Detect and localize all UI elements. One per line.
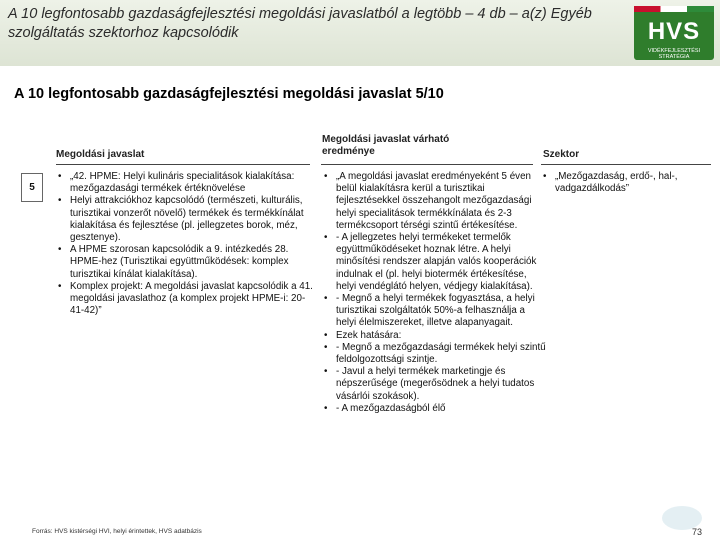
list-item: • „Mezőgazdaság, erdő-, hal-, vadgazdálkodás”	[541, 171, 711, 195]
list-item: • - A jellegzetes helyi termékeket termelők együttműködéseket hoznak létre. A helyi minősítési rendszer alapján valós kooperációk indulnak el (pl. helyi biotermék értékesítése, helyi vendéglátó helyen, védjegy kialakítása).	[322, 232, 546, 293]
row-number-badge: 5	[21, 173, 43, 202]
flag-icon	[634, 6, 714, 12]
list-item: • - Javul a helyi termékek marketingje és népszerűsége (megerősödnek a helyi tudatos vásárlói szokások).	[322, 366, 546, 403]
column-divider-result	[321, 164, 533, 165]
sector-list	[541, 171, 711, 195]
column-divider-sector	[541, 164, 711, 165]
column-header-sector: Szektor	[543, 149, 580, 160]
list-item: • Helyi attrakciókhoz kapcsolódó (természeti, kulturális, turisztikai vonzerőt növelő) termékek és termékkínálat kialakítása és fejlesztése (pl. jellegzetes borok, méz, gesztenye).	[56, 195, 314, 244]
list-item: • - Megnő a mezőgazdasági termékek helyi szintű feldolgozottsági szintje.	[322, 342, 546, 366]
list-item: • - Megnő a helyi termékek fogyasztása, a helyi turisztikai szolgáltatók 50%-a felhasználja a helyi élelmiszereket, illetve alapanyagait.	[322, 293, 546, 330]
hvs-logo	[634, 6, 714, 60]
list-item: • „A megoldási javaslat eredményeként 5 éven belül kialakításra kerül a turisztikai fejlesztésekkel összehangolt mezőgazdasági helyi specialitások termékkínálata és 2-3 termékcsoport térségi szintű értékesítése.	[322, 171, 546, 232]
list-item: • - A mezőgazdaságból élő	[322, 403, 546, 415]
column-header-solution: Megoldási javaslat	[56, 149, 145, 160]
column-header-result: Megoldási javaslat várható eredménye	[322, 134, 450, 157]
page-number: 73	[692, 527, 703, 537]
list-item: • „42. HPME: Helyi kulináris specialitások kialakítása: mezőgazdasági termékek értéknövelése	[56, 171, 314, 195]
slide-title: A 10 legfontosabb gazdaságfejlesztési megoldási javaslatból a legtöbb – 4 db – a(z) Egyéb szolgáltatás szektorhoz kapcsolódik	[8, 6, 592, 41]
solution-list	[56, 171, 314, 317]
logo-text: HVS	[647, 18, 701, 45]
header-bar	[0, 0, 720, 66]
source-note: Forrás: HVS kistérségi HVI, helyi érintettek, HVS adatbázis	[32, 528, 202, 535]
logo-subtext: VIDÉKFEJLESZTÉSI STRATÉGIA	[647, 48, 701, 60]
section-title: A 10 legfontosabb gazdaságfejlesztési megoldási javaslat 5/10	[14, 86, 444, 102]
list-item: • Komplex projekt: A megoldási javaslat kapcsolódik a 41. megoldási javaslathoz (a komplex projekt HPME-i: 20-41-42)”	[56, 281, 314, 318]
result-list	[322, 171, 546, 540]
list-item: • Ezek hatására:	[322, 330, 546, 342]
column-divider-solution	[56, 164, 310, 165]
list-item: • A HPME szorosan kapcsolódik a 9. intézkedés 28. HPME-hez (Turisztikai együttműködések: komplex turisztikai kínálat kialakítása).	[56, 244, 314, 281]
